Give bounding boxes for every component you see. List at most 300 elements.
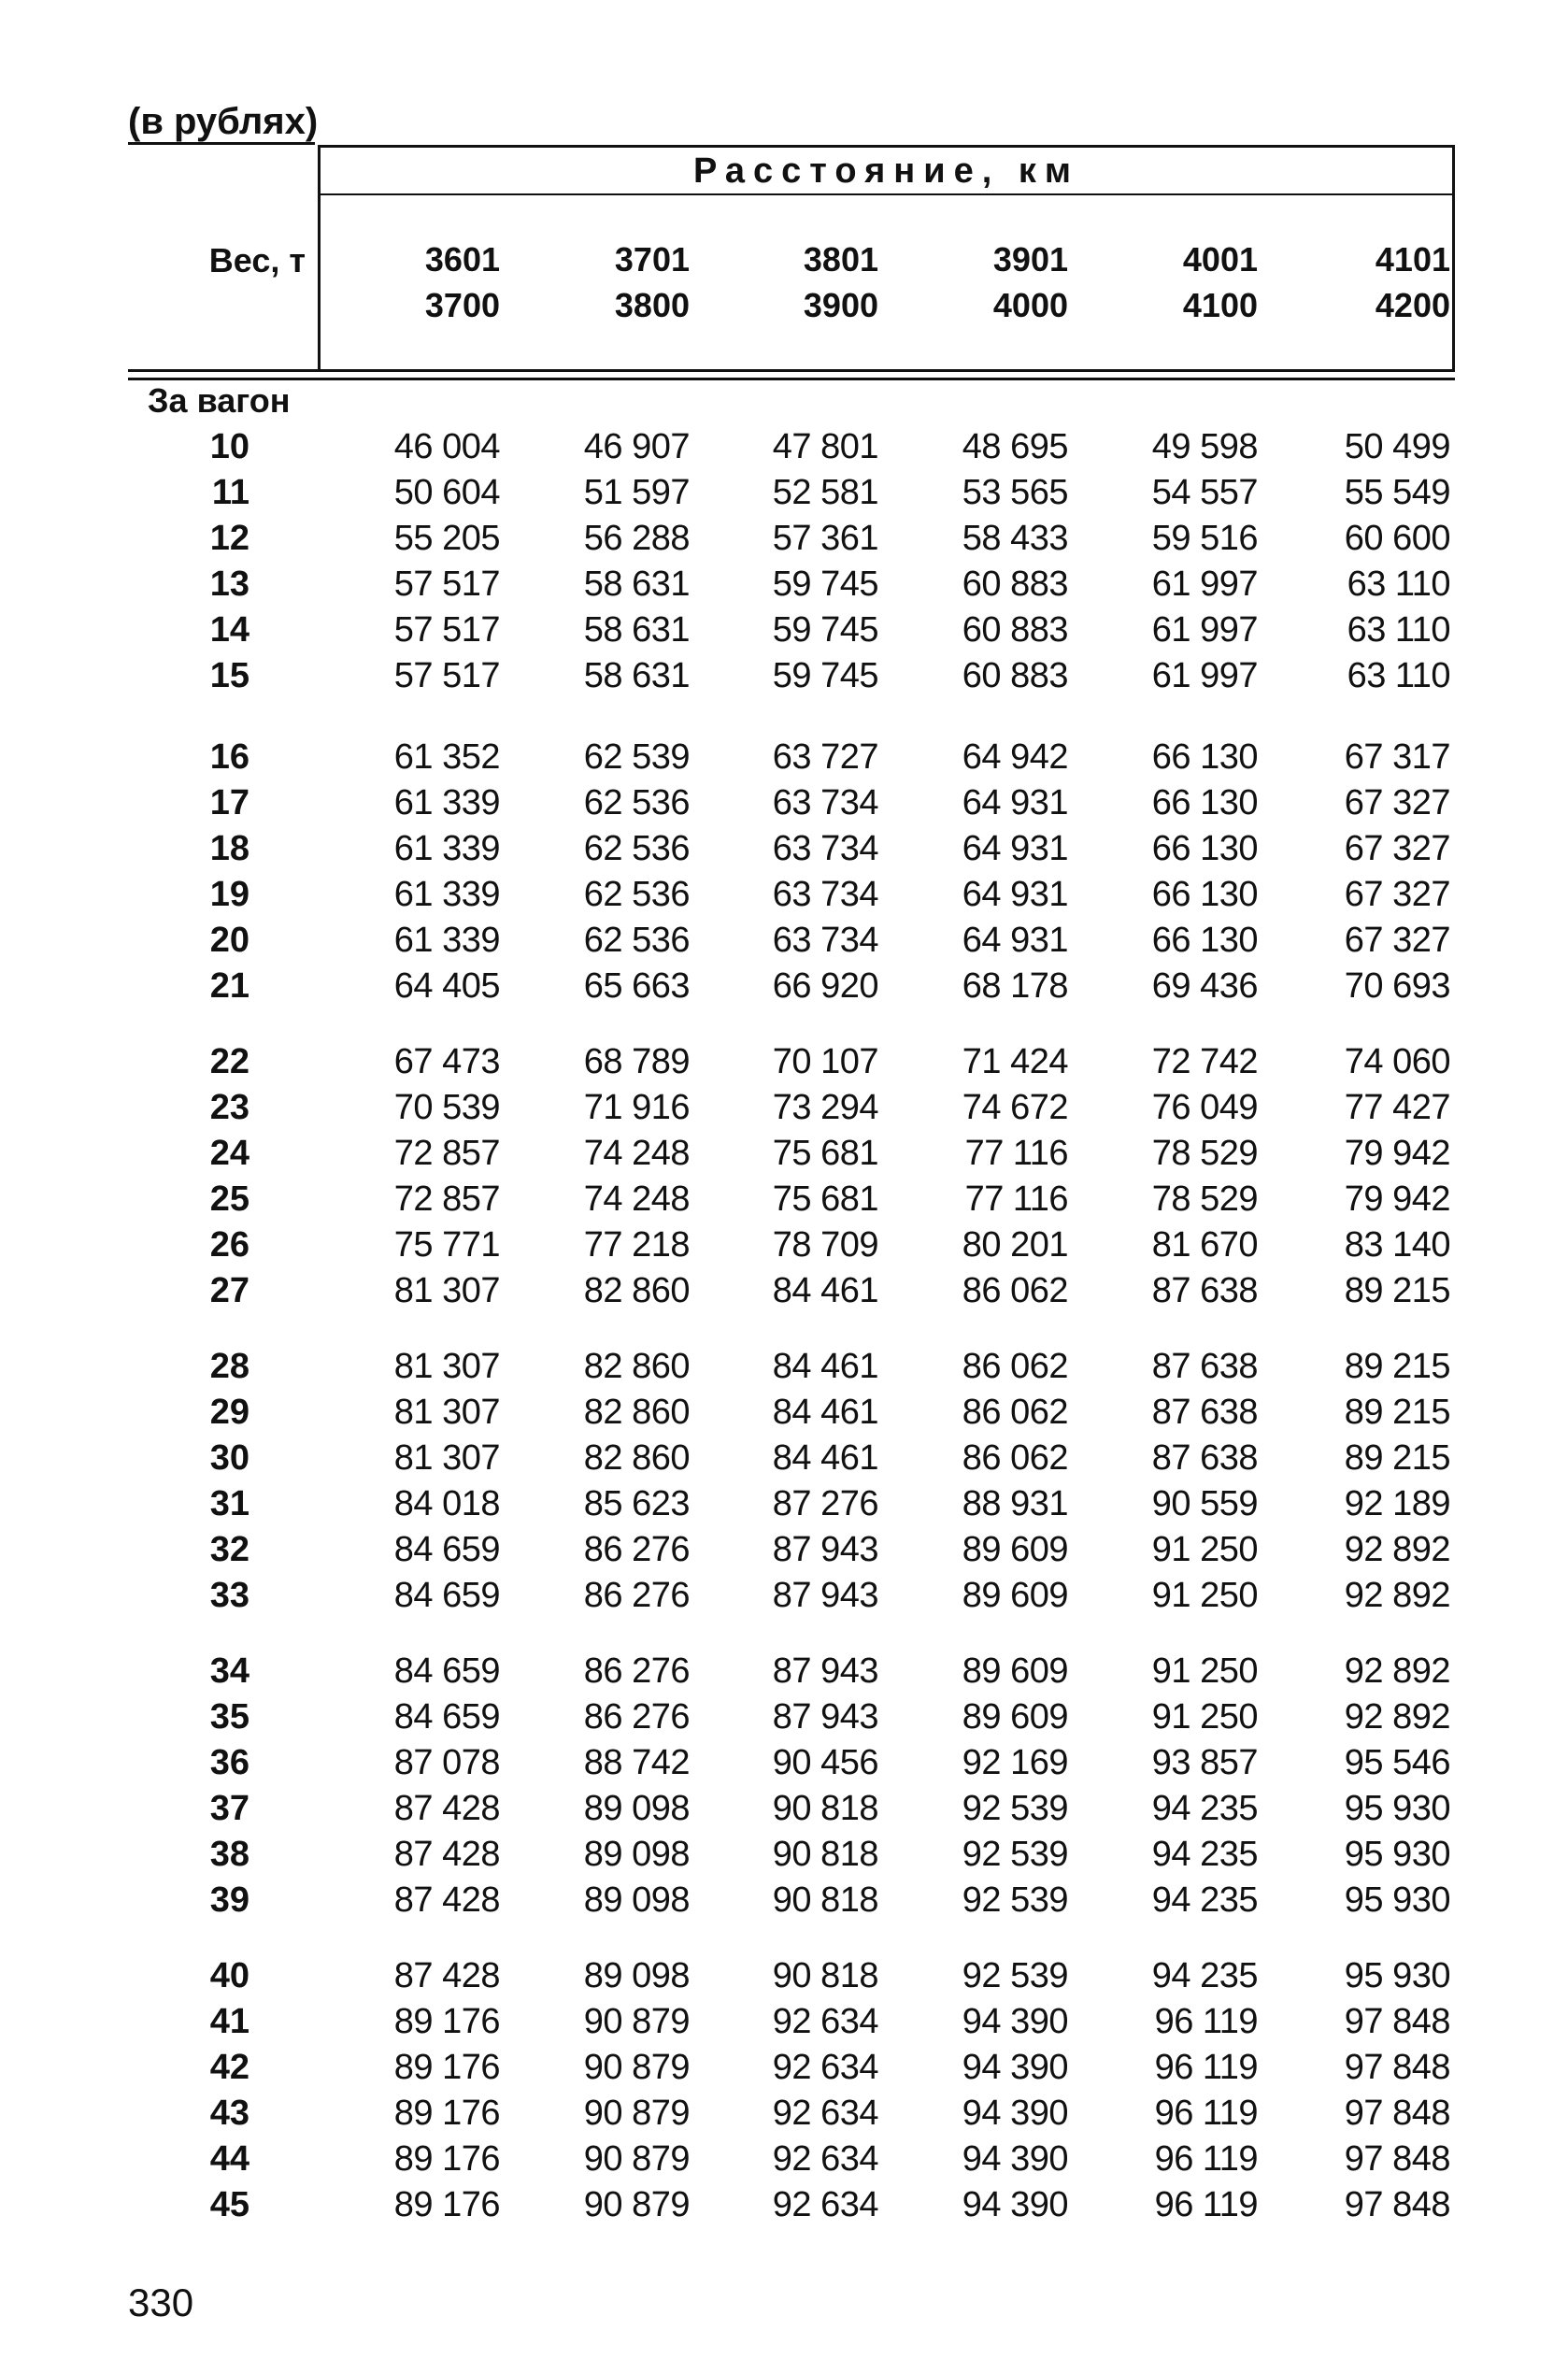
tariff-cell: 90 879 — [583, 2094, 690, 2133]
tariff-cell: 94 390 — [962, 2048, 1068, 2087]
table-row — [0, 1436, 1568, 1481]
page-number: 330 — [128, 2280, 194, 2324]
column-header-from: 4001 — [1182, 240, 1258, 279]
table-row — [0, 1085, 1568, 1131]
tariff-cell: 87 943 — [772, 1697, 878, 1737]
tariff-cell: 57 517 — [393, 565, 500, 604]
table-row — [0, 562, 1568, 608]
weight-cell: 27 — [209, 1271, 249, 1310]
tariff-cell: 54 557 — [1151, 473, 1258, 512]
column-header-2 — [540, 236, 690, 328]
tariff-cell: 90 818 — [772, 1789, 878, 1828]
tariff-cell: 77 116 — [964, 1134, 1068, 1173]
tariff-cell: 59 745 — [772, 656, 878, 695]
column-header-4 — [919, 236, 1068, 328]
tariff-cell: 86 062 — [962, 1347, 1068, 1386]
tariff-cell: 97 848 — [1344, 2185, 1450, 2224]
header-box-top-rule — [318, 145, 1455, 148]
tariff-cell: 61 339 — [393, 875, 500, 914]
tariff-cell: 78 529 — [1151, 1134, 1258, 1173]
table-row — [0, 780, 1568, 826]
section-label: За вагон — [148, 381, 291, 420]
tariff-cell: 59 745 — [772, 610, 878, 650]
table-row — [0, 1878, 1568, 1923]
tariff-cell: 82 860 — [583, 1438, 690, 1478]
tariff-cell: 92 539 — [962, 1789, 1068, 1828]
tariff-cell: 96 119 — [1154, 2185, 1258, 2224]
tariff-cell: 89 215 — [1344, 1271, 1450, 1310]
tariff-cell: 79 942 — [1344, 1179, 1450, 1219]
tariff-cell: 84 659 — [393, 1651, 500, 1691]
tariff-cell: 86 062 — [962, 1438, 1068, 1478]
tariff-cell: 62 536 — [583, 875, 690, 914]
weight-cell: 45 — [209, 2185, 249, 2224]
table-row — [0, 470, 1568, 516]
tariff-cell: 94 390 — [962, 2185, 1068, 2224]
weight-cell: 24 — [209, 1134, 249, 1173]
tariff-cell: 47 801 — [772, 427, 878, 466]
tariff-cell: 62 536 — [583, 783, 690, 822]
tariff-cell: 63 110 — [1347, 610, 1450, 650]
tariff-cell: 87 943 — [772, 1530, 878, 1569]
tariff-cell: 61 997 — [1151, 610, 1258, 650]
tariff-cell: 87 078 — [393, 1743, 500, 1782]
tariff-cell: 89 609 — [962, 1651, 1068, 1691]
tariff-cell: 92 634 — [772, 2185, 878, 2224]
tariff-cell: 92 634 — [772, 2048, 878, 2087]
tariff-cell: 69 436 — [1151, 966, 1258, 1006]
tariff-cell: 86 276 — [583, 1651, 690, 1691]
tariff-cell: 92 892 — [1344, 1576, 1450, 1615]
tariff-cell: 70 107 — [772, 1042, 878, 1081]
tariff-cell: 95 930 — [1344, 1835, 1450, 1874]
tariff-cell: 58 631 — [583, 610, 690, 650]
tariff-cell: 85 623 — [583, 1484, 690, 1523]
column-header-to: 3700 — [424, 286, 500, 324]
tariff-cell: 89 176 — [393, 2139, 500, 2179]
tariff-cell: 93 857 — [1151, 1743, 1258, 1782]
table-row — [0, 1740, 1568, 1786]
tariff-cell: 60 600 — [1344, 519, 1450, 558]
tariff-cell: 73 294 — [772, 1088, 878, 1127]
column-header-from: 3901 — [992, 240, 1068, 279]
tariff-cell: 90 456 — [772, 1743, 878, 1782]
table-row — [0, 872, 1568, 918]
tariff-cell: 58 433 — [962, 519, 1068, 558]
tariff-cell: 77 218 — [583, 1225, 690, 1265]
tariff-cell: 97 848 — [1344, 2002, 1450, 2041]
tariff-cell: 66 130 — [1151, 875, 1258, 914]
tariff-cell: 87 943 — [772, 1576, 878, 1615]
tariff-cell: 90 879 — [583, 2048, 690, 2087]
tariff-cell: 87 638 — [1151, 1393, 1258, 1432]
tariff-cell: 68 178 — [962, 966, 1068, 1006]
column-header-from: 4101 — [1375, 240, 1450, 279]
tariff-cell: 89 176 — [393, 2185, 500, 2224]
tariff-cell: 86 276 — [583, 1576, 690, 1615]
table-row — [0, 964, 1568, 1009]
tariff-cell: 61 352 — [393, 737, 500, 777]
tariff-cell: 63 734 — [772, 921, 878, 960]
table-row — [0, 1039, 1568, 1085]
tariff-cell: 81 307 — [393, 1271, 500, 1310]
weight-cell: 12 — [209, 519, 249, 558]
weight-cell: 39 — [209, 1880, 249, 1920]
tariff-cell: 89 176 — [393, 2048, 500, 2087]
tariff-cell: 72 857 — [393, 1134, 500, 1173]
tariff-cell: 58 631 — [583, 656, 690, 695]
tariff-cell: 63 734 — [772, 875, 878, 914]
weight-cell: 40 — [209, 1956, 249, 1995]
weight-cell: 28 — [209, 1347, 249, 1386]
tariff-cell: 67 327 — [1344, 875, 1450, 914]
weight-cell: 34 — [209, 1651, 249, 1691]
table-row — [0, 2045, 1568, 2091]
table-row — [0, 2182, 1568, 2228]
tariff-cell: 71 424 — [962, 1042, 1068, 1081]
weight-cell: 37 — [209, 1789, 249, 1828]
table-row — [0, 826, 1568, 872]
tariff-cell: 67 327 — [1344, 829, 1450, 868]
tariff-cell: 57 361 — [772, 519, 878, 558]
tariff-cell: 87 276 — [772, 1484, 878, 1523]
tariff-cell: 90 818 — [772, 1880, 878, 1920]
table-row — [0, 1786, 1568, 1832]
header-box-divider — [318, 193, 1455, 195]
tariff-cell: 57 517 — [393, 656, 500, 695]
table-row — [0, 608, 1568, 653]
tariff-cell: 67 327 — [1344, 921, 1450, 960]
tariff-cell: 94 235 — [1151, 1789, 1258, 1828]
tariff-cell: 55 549 — [1344, 473, 1450, 512]
column-header-to: 4200 — [1375, 286, 1450, 324]
header-box-right-rule — [1452, 145, 1455, 371]
tariff-cell: 92 892 — [1344, 1530, 1450, 1569]
tariff-cell: 95 930 — [1344, 1956, 1450, 1995]
weight-cell: 22 — [209, 1042, 249, 1081]
tariff-cell: 74 060 — [1344, 1042, 1450, 1081]
tariff-cell: 91 250 — [1151, 1651, 1258, 1691]
tariff-cell: 84 018 — [393, 1484, 500, 1523]
unit-underline — [128, 142, 315, 145]
tariff-cell: 64 931 — [962, 829, 1068, 868]
tariff-cell: 92 539 — [962, 1880, 1068, 1920]
tariff-cell: 97 848 — [1344, 2139, 1450, 2179]
tariff-cell: 96 119 — [1154, 2139, 1258, 2179]
tariff-cell: 87 943 — [772, 1651, 878, 1691]
weight-cell: 18 — [209, 829, 249, 868]
tariff-cell: 94 390 — [962, 2002, 1068, 2041]
weight-cell: 35 — [209, 1697, 249, 1737]
tariff-cell: 89 098 — [583, 1956, 690, 1995]
tariff-cell: 94 390 — [962, 2139, 1068, 2179]
tariff-cell: 50 604 — [393, 473, 500, 512]
tariff-cell: 84 659 — [393, 1697, 500, 1737]
tariff-cell: 76 049 — [1151, 1088, 1258, 1127]
tariff-cell: 89 609 — [962, 1530, 1068, 1569]
tariff-cell: 97 848 — [1344, 2048, 1450, 2087]
tariff-cell: 63 727 — [772, 737, 878, 777]
tariff-cell: 91 250 — [1151, 1697, 1258, 1737]
weight-cell: 31 — [209, 1484, 249, 1523]
tariff-cell: 87 428 — [393, 1956, 500, 1995]
tariff-cell: 84 461 — [772, 1347, 878, 1386]
tariff-cell: 96 119 — [1154, 2094, 1258, 2133]
tariff-cell: 91 250 — [1151, 1576, 1258, 1615]
tariff-cell: 87 638 — [1151, 1438, 1258, 1478]
tariff-cell: 89 215 — [1344, 1393, 1450, 1432]
weight-cell: 41 — [209, 2002, 249, 2041]
tariff-cell: 94 235 — [1151, 1835, 1258, 1874]
tariff-cell: 63 110 — [1347, 565, 1450, 604]
tariff-cell: 90 879 — [583, 2139, 690, 2179]
weight-cell: 10 — [209, 427, 249, 466]
tariff-cell: 72 742 — [1151, 1042, 1258, 1081]
tariff-cell: 84 461 — [772, 1271, 878, 1310]
tariff-cell: 75 771 — [393, 1225, 500, 1265]
tariff-cell: 90 818 — [772, 1835, 878, 1874]
tariff-cell: 70 693 — [1344, 966, 1450, 1006]
tariff-cell: 67 473 — [393, 1042, 500, 1081]
tariff-cell: 97 848 — [1344, 2094, 1450, 2133]
tariff-cell: 86 276 — [583, 1697, 690, 1737]
tariff-cell: 51 597 — [583, 473, 690, 512]
tariff-cell: 92 634 — [772, 2094, 878, 2133]
table-row — [0, 1649, 1568, 1694]
tariff-cell: 62 536 — [583, 921, 690, 960]
weight-cell: 26 — [209, 1225, 249, 1265]
column-header-5 — [1108, 236, 1258, 328]
tariff-cell: 92 189 — [1344, 1484, 1450, 1523]
tariff-cell: 66 130 — [1151, 783, 1258, 822]
unit-label: (в рублях) — [128, 101, 319, 142]
table-row — [0, 1268, 1568, 1314]
tariff-cell: 96 119 — [1154, 2002, 1258, 2041]
tariff-cell: 74 248 — [583, 1179, 690, 1219]
tariff-cell: 92 892 — [1344, 1697, 1450, 1737]
tariff-cell: 56 288 — [583, 519, 690, 558]
tariff-cell: 52 581 — [772, 473, 878, 512]
tariff-cell: 78 529 — [1151, 1179, 1258, 1219]
table-row — [0, 735, 1568, 780]
weight-cell: 23 — [209, 1088, 249, 1127]
tariff-cell: 88 931 — [962, 1484, 1068, 1523]
tariff-cell: 61 997 — [1151, 565, 1258, 604]
table-row — [0, 1573, 1568, 1619]
weight-cell: 19 — [209, 875, 249, 914]
weight-cell: 43 — [209, 2094, 249, 2133]
tariff-cell: 84 659 — [393, 1576, 500, 1615]
tariff-cell: 49 598 — [1151, 427, 1258, 466]
table-row — [0, 1131, 1568, 1177]
tariff-cell: 53 565 — [962, 473, 1068, 512]
weight-cell: 20 — [209, 921, 249, 960]
tariff-cell: 89 215 — [1344, 1438, 1450, 1478]
tariff-cell: 59 516 — [1151, 519, 1258, 558]
tariff-cell: 95 930 — [1344, 1789, 1450, 1828]
tariff-cell: 66 130 — [1151, 737, 1258, 777]
tariff-cell: 75 681 — [772, 1134, 878, 1173]
tariff-cell: 62 536 — [583, 829, 690, 868]
tariff-cell: 90 818 — [772, 1956, 878, 1995]
tariff-cell: 89 215 — [1344, 1347, 1450, 1386]
tariff-cell: 95 546 — [1344, 1743, 1450, 1782]
column-header-from: 3601 — [424, 240, 500, 279]
table-row — [0, 424, 1568, 470]
tariff-cell: 78 709 — [772, 1225, 878, 1265]
tariff-cell: 66 130 — [1151, 829, 1258, 868]
column-header-to: 4100 — [1182, 286, 1258, 324]
tariff-cell: 66 920 — [772, 966, 878, 1006]
distance-title: Расстояние, км — [693, 151, 1079, 191]
tariff-cell: 59 745 — [772, 565, 878, 604]
tariff-cell: 81 307 — [393, 1393, 500, 1432]
tariff-cell: 89 176 — [393, 2002, 500, 2041]
tariff-cell: 96 119 — [1154, 2048, 1258, 2087]
tariff-cell: 87 638 — [1151, 1347, 1258, 1386]
tariff-cell: 60 883 — [962, 656, 1068, 695]
tariff-cell: 67 317 — [1344, 737, 1450, 777]
tariff-cell: 92 634 — [772, 2002, 878, 2041]
table-row — [0, 1999, 1568, 2045]
table-row — [0, 2091, 1568, 2137]
tariff-cell: 90 879 — [583, 2185, 690, 2224]
tariff-cell: 89 609 — [962, 1576, 1068, 1615]
tariff-cell: 61 339 — [393, 783, 500, 822]
tariff-cell: 89 176 — [393, 2094, 500, 2133]
tariff-cell: 84 461 — [772, 1438, 878, 1478]
tariff-cell: 66 130 — [1151, 921, 1258, 960]
tariff-cell: 83 140 — [1344, 1225, 1450, 1265]
tariff-cell: 86 062 — [962, 1271, 1068, 1310]
weight-cell: 25 — [209, 1179, 249, 1219]
weight-cell: 15 — [209, 656, 249, 695]
tariff-cell: 89 098 — [583, 1789, 690, 1828]
weight-cell: 33 — [209, 1576, 249, 1615]
weight-cell: 14 — [209, 610, 249, 650]
tariff-cell: 94 235 — [1151, 1956, 1258, 1995]
weight-cell: 16 — [209, 737, 249, 777]
tariff-cell: 81 307 — [393, 1347, 500, 1386]
tariff-cell: 70 539 — [393, 1088, 500, 1127]
tariff-cell: 57 517 — [393, 610, 500, 650]
tariff-cell: 94 235 — [1151, 1880, 1258, 1920]
tariff-cell: 65 663 — [583, 966, 690, 1006]
tariff-cell: 62 539 — [583, 737, 690, 777]
tariff-cell: 64 931 — [962, 875, 1068, 914]
tariff-cell: 81 307 — [393, 1438, 500, 1478]
tariff-cell: 87 428 — [393, 1789, 500, 1828]
tariff-cell: 87 428 — [393, 1835, 500, 1874]
tariff-cell: 79 942 — [1344, 1134, 1450, 1173]
weight-cell: 42 — [209, 2048, 249, 2087]
tariff-cell: 87 428 — [393, 1880, 500, 1920]
header-double-rule-1 — [128, 369, 1455, 372]
tariff-cell: 48 695 — [962, 427, 1068, 466]
tariff-cell: 91 250 — [1151, 1530, 1258, 1569]
tariff-cell: 74 672 — [962, 1088, 1068, 1127]
table-row — [0, 2137, 1568, 2182]
tariff-cell: 92 539 — [962, 1835, 1068, 1874]
table-row — [0, 516, 1568, 562]
table-row — [0, 1177, 1568, 1222]
tariff-cell: 61 339 — [393, 829, 500, 868]
tariff-cell: 74 248 — [583, 1134, 690, 1173]
tariff-cell: 64 931 — [962, 921, 1068, 960]
tariff-cell: 82 860 — [583, 1271, 690, 1310]
tariff-cell: 77 427 — [1344, 1088, 1450, 1127]
tariff-cell: 95 930 — [1344, 1880, 1450, 1920]
column-header-from: 3701 — [614, 240, 690, 279]
table-row — [0, 918, 1568, 964]
weight-cell: 32 — [209, 1530, 249, 1569]
tariff-cell: 82 860 — [583, 1393, 690, 1432]
tariff-cell: 64 931 — [962, 783, 1068, 822]
table-row — [0, 1527, 1568, 1573]
tariff-cell: 82 860 — [583, 1347, 690, 1386]
tariff-cell: 89 609 — [962, 1697, 1068, 1737]
tariff-cell: 94 390 — [962, 2094, 1068, 2133]
column-header-1 — [350, 236, 500, 328]
tariff-cell: 87 638 — [1151, 1271, 1258, 1310]
tariff-cell: 75 681 — [772, 1179, 878, 1219]
tariff-cell: 50 499 — [1344, 427, 1450, 466]
table-row — [0, 1344, 1568, 1390]
tariff-cell: 92 169 — [962, 1743, 1068, 1782]
table-row — [0, 1832, 1568, 1878]
table-row — [0, 1694, 1568, 1740]
column-header-to: 3900 — [803, 286, 878, 324]
column-header-from: 3801 — [803, 240, 878, 279]
table-row — [0, 1222, 1568, 1268]
column-header-6 — [1301, 236, 1450, 328]
tariff-cell: 89 098 — [583, 1880, 690, 1920]
tariff-cell: 90 559 — [1151, 1484, 1258, 1523]
weight-cell: 38 — [209, 1835, 249, 1874]
weight-cell: 13 — [209, 565, 249, 604]
tariff-cell: 81 670 — [1151, 1225, 1258, 1265]
tariff-cell: 46 907 — [583, 427, 690, 466]
tariff-cell: 92 539 — [962, 1956, 1068, 1995]
tariff-cell: 88 742 — [583, 1743, 690, 1782]
weight-cell: 17 — [209, 783, 249, 822]
tariff-cell: 55 205 — [393, 519, 500, 558]
weight-cell: 30 — [209, 1438, 249, 1478]
header-double-rule-2 — [128, 378, 1455, 380]
tariff-cell: 61 339 — [393, 921, 500, 960]
column-header-to: 3800 — [614, 286, 690, 324]
tariff-cell: 72 857 — [393, 1179, 500, 1219]
tariff-cell: 92 892 — [1344, 1651, 1450, 1691]
tariff-cell: 60 883 — [962, 565, 1068, 604]
tariff-cell: 63 734 — [772, 783, 878, 822]
tariff-cell: 46 004 — [393, 427, 500, 466]
table-row — [0, 1390, 1568, 1436]
weight-cell: 29 — [209, 1393, 249, 1432]
tariff-cell: 67 327 — [1344, 783, 1450, 822]
column-header-3 — [729, 236, 878, 328]
weight-cell: 36 — [209, 1743, 249, 1782]
tariff-cell: 86 062 — [962, 1393, 1068, 1432]
tariff-cell: 77 116 — [964, 1179, 1068, 1219]
tariff-cell: 89 098 — [583, 1835, 690, 1874]
tariff-cell: 63 734 — [772, 829, 878, 868]
tariff-cell: 71 916 — [583, 1088, 690, 1127]
column-header-to: 4000 — [992, 286, 1068, 324]
weight-cell: 11 — [211, 473, 249, 512]
tariff-cell: 60 883 — [962, 610, 1068, 650]
table-row — [0, 653, 1568, 699]
